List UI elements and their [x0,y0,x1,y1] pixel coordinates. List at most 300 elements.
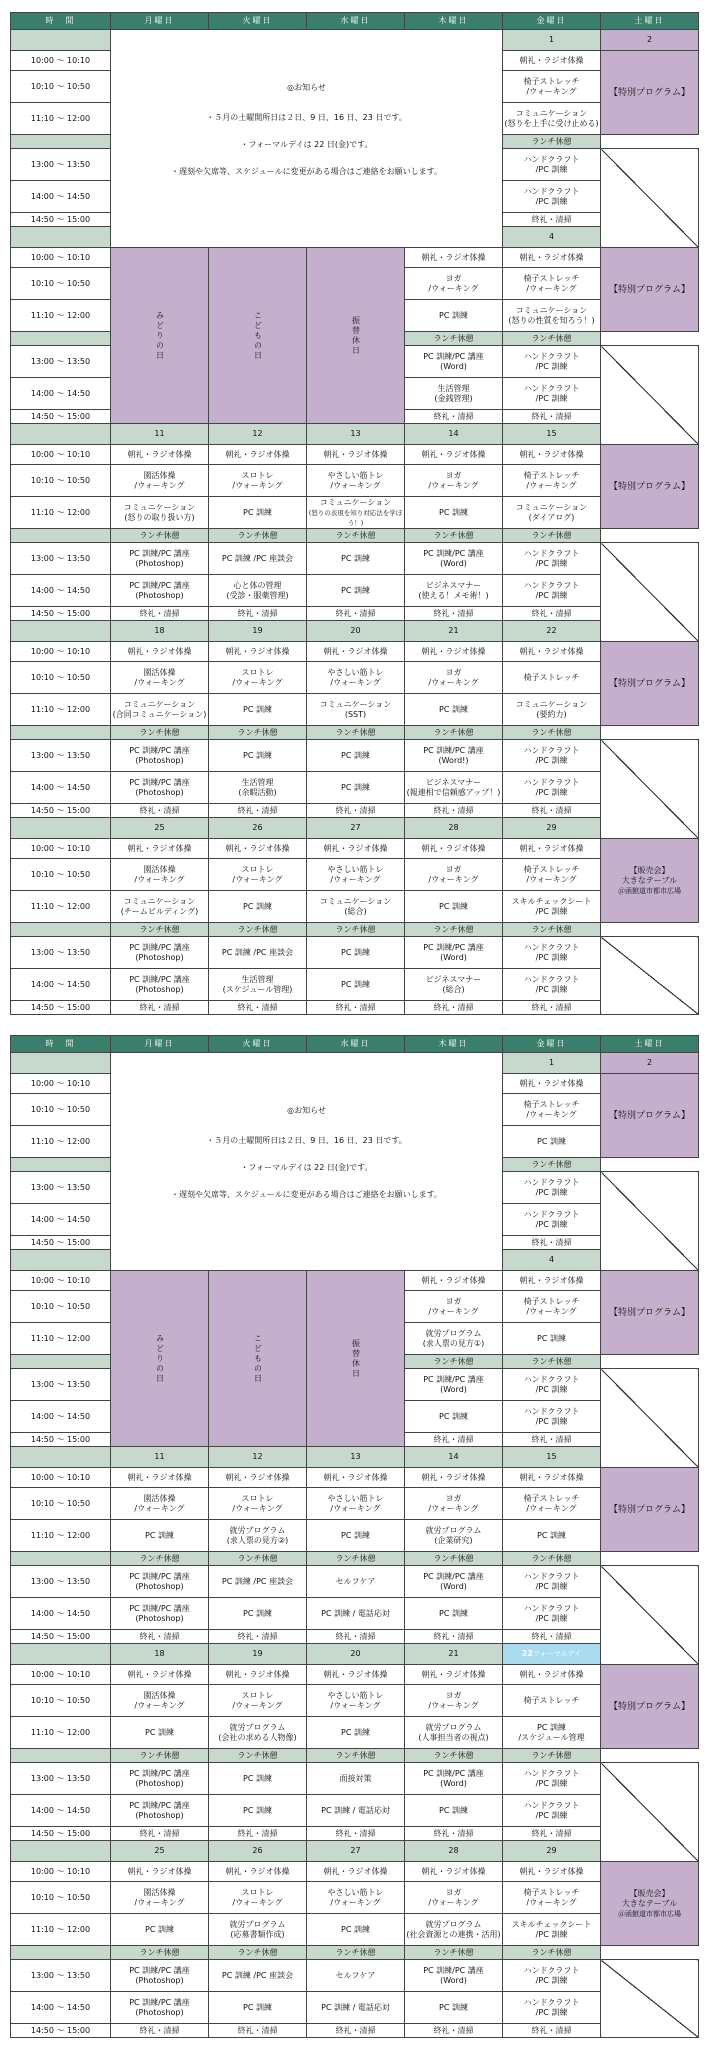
lunch-cell: ランチ休憩 [405,1552,503,1566]
cell-line: PC 訓練 [341,1924,370,1934]
day-cell [503,969,601,1001]
cell-line: PC 訓練 [243,901,272,911]
cell-line: 就労プログラム [425,1722,482,1732]
day-cell [111,1468,209,1488]
day-cell [111,575,209,607]
cell-line: PC 訓練/PC 講座 [423,351,484,361]
cell-line: 終礼・清掃 [237,805,278,815]
day-cell [111,804,209,818]
lunch-cell: ランチ休憩 [405,923,503,937]
lunch-cell: ランチ休憩 [503,1749,601,1763]
cell-line: (怒りの取り扱い方) [124,512,195,522]
cell-line: PC 訓練 [537,1530,566,1540]
cell-line: 終礼・清掃 [335,608,376,618]
day-cell [307,465,405,497]
cell-line: /ウォーキング [232,480,283,490]
cell-line: /PC 訓練 [535,1219,568,1229]
time-cell: 14:00 ～ 14:50 [11,772,111,804]
day-cell [405,1598,503,1630]
cell-line: 園活体操 [143,864,176,874]
cell-line: (総合) [344,906,367,916]
notice-box [111,1053,503,1271]
cell-line: PC 訓練 [439,901,468,911]
lunch-cell: ランチ休憩 [307,726,405,740]
day-cell [307,1914,405,1946]
cell-line: ハンドクラフト [523,1800,580,1810]
cell-line: PC 訓練 [341,1530,370,1540]
cell-line: /ウォーキング [526,1109,577,1119]
cell-line: ヨガ [445,1887,462,1897]
time-blank [11,1355,111,1369]
day-cell [503,1992,601,2024]
holiday-cell [209,248,307,424]
cell-line: /PC 訓練 [535,361,568,371]
cell-line: ハンドクラフト [523,580,580,590]
cell-line: 終礼・清掃 [531,1828,572,1838]
cell-line: 終礼・清掃 [335,805,376,815]
cell-line: コミュニケーション [319,497,392,507]
friday-cell [503,1433,601,1447]
header-2: 火曜日 [209,13,307,30]
time-cell: 14:50 ～ 15:00 [11,1433,111,1447]
cell-line: ハンドクラフト [523,777,580,787]
cell-line: /PC 訓練 [535,984,568,994]
cell-line: /ウォーキング [232,874,283,884]
cell-line: ヨガ [445,1296,462,1306]
cell-line: /ウォーキング [526,480,577,490]
cell-line: 終礼・清掃 [531,1434,572,1444]
cell-line: コミュニケーション [515,502,588,512]
holiday-label: みどりの日 [155,1333,165,1384]
time-cell: 11:10 ～ 12:00 [11,300,111,332]
day-cell [307,1566,405,1598]
day-cell [209,1665,307,1685]
time-cell: 10:00 ～ 10:10 [11,1074,111,1094]
lunch-cell: ランチ休憩 [209,726,307,740]
cell-line: 終礼・清掃 [433,411,474,421]
time-cell: 11:10 ～ 12:00 [11,1914,111,1946]
cell-line: PC 訓練 / 電話応対 [321,1608,390,1618]
cell-line: ヨガ [445,1493,462,1503]
cell-line: ヨガ [445,273,462,283]
cell-line: /ウォーキング [134,677,185,687]
time-cell: 10:00 ～ 10:10 [11,1862,111,1882]
day-cell [307,1795,405,1827]
day-number: 26 [209,1841,307,1862]
day-cell [209,2024,307,2038]
day-cell [209,804,307,818]
cell-line: 朝礼・ラジオ体操 [225,843,290,853]
cell-line: PC 訓練/PC 講座 [129,1768,190,1778]
cell-line: (Word) [440,952,467,962]
cell-line: 終礼・清掃 [531,1631,572,1641]
cell-line: PC 訓練 [439,1805,468,1815]
cell-line: PC 訓練 [243,1608,272,1618]
cell-line: スロトレ [241,1493,274,1503]
time-cell: 10:10 ～ 10:50 [11,1488,111,1520]
day-cell [503,772,601,804]
cell-line: 朝礼・ラジオ体操 [421,1472,486,1482]
closed-cell [601,1369,699,1468]
day-cell [405,839,503,859]
day-cell [111,642,209,662]
time-blank [11,30,111,51]
day-cell [111,839,209,859]
holiday-label: 振替休日 [351,315,361,356]
cell-line: (総合) [442,984,465,994]
day-number: 12 [209,424,307,445]
day-cell [405,1763,503,1795]
friday-cell [503,103,601,135]
cell-line: 朝礼・ラジオ体操 [225,1669,290,1679]
cell-line: 朝礼・ラジオ体操 [519,1472,584,1482]
day-cell [209,607,307,621]
cell-line: 朝礼・ラジオ体操 [127,646,192,656]
time-blank [11,332,111,346]
day-number: 19 [209,621,307,642]
day-cell [111,662,209,694]
time-blank [11,424,111,445]
day-cell [405,1630,503,1644]
cell-line: 朝礼・ラジオ体操 [421,843,486,853]
time-cell: 10:10 ～ 10:50 [11,1291,111,1323]
cell-line: /ウォーキング [526,86,577,96]
cell-line: PC 訓練 /PC 座談会 [221,1970,294,1980]
friday-cell [503,1369,601,1401]
holiday-cell [209,1271,307,1447]
time-cell: 14:00 ～ 14:50 [11,181,111,213]
cell-line: (受診・服薬管理) [226,590,289,600]
cell-line: (報連相で信頼感アップ！) [406,787,501,797]
friday-cell [503,248,601,268]
closed-cell [601,1566,699,1665]
cell-line: /PC 訓練 [535,164,568,174]
cell-line: 終礼・清掃 [531,805,572,815]
time-cell: 13:00 ～ 13:50 [11,1566,111,1598]
thursday-cell [405,1401,503,1433]
cell-line: 朝礼・ラジオ体操 [323,646,388,656]
day-cell [111,1630,209,1644]
cell-line: /ウォーキング [330,1897,381,1907]
cell-line: PC 訓練/PC 講座 [129,1965,190,1975]
day-cell [209,694,307,726]
cell-line: ハンドクラフト [523,186,580,196]
day-cell [111,497,209,529]
cell-line: PC 訓練 [439,1608,468,1618]
day-cell [209,1685,307,1717]
cell-line: (Photoshop) [135,558,184,568]
cell-line: PC 訓練 [439,704,468,714]
day-cell [503,740,601,772]
cell-line: (Photoshop) [135,1975,184,1985]
cell-line: 生活管理 [241,777,274,787]
notice-line: ・遅刻や欠席等、スケジュールに変更がある場合はご連絡をお願いします。 [171,1190,442,1199]
cell-line: スロトレ [241,1690,274,1700]
cell-line: (怒りを上手に受け止める) [504,118,599,128]
cell-line: 就労プログラム [229,1722,286,1732]
cell-line: ハンドクラフト [523,548,580,558]
day-cell [209,575,307,607]
cell-line: /スケジュール管理 [518,1732,585,1742]
day-cell [307,662,405,694]
day-cell [405,1468,503,1488]
day-cell [307,1862,405,1882]
cell-line: (スケジュール管理) [222,984,293,994]
time-cell: 14:00 ～ 14:50 [11,378,111,410]
day-cell [307,575,405,607]
cell-line: PC 訓練 [243,1773,272,1783]
cell-line: PC 訓練/PC 講座 [129,942,190,952]
day-cell [209,1827,307,1841]
thursday-cell [405,1433,503,1447]
friday-cell [503,1323,601,1355]
cell-line: ハンドクラフト [523,1571,580,1581]
day-cell [503,1827,601,1841]
time-blank [11,1158,111,1172]
lunch-cell: ランチ休憩 [307,1946,405,1960]
lunch-cell: ランチ休憩 [111,923,209,937]
day-cell [503,465,601,497]
lunch-cell: ランチ休憩 [307,923,405,937]
cell-line: PC 訓練 [341,750,370,760]
day-cell [209,740,307,772]
cell-line: ハンドクラフト [523,383,580,393]
cell-line: 終礼・清掃 [531,1237,572,1247]
time-cell: 11:10 ～ 12:00 [11,1520,111,1552]
time-cell: 14:00 ～ 14:50 [11,1401,111,1433]
cell-line: PC 訓練 [439,2002,468,2012]
day-cell [209,891,307,923]
cell-line: 朝礼・ラジオ体操 [225,646,290,656]
lunch-cell: ランチ休憩 [503,332,601,346]
cell-line: /ウォーキング [526,874,577,884]
day-cell [111,891,209,923]
cell-line: セルフケア [335,1576,376,1586]
cell-line: /PC 訓練 [535,787,568,797]
cell-line: PC 訓練 [537,1136,566,1146]
time-cell: 10:10 ～ 10:50 [11,71,111,103]
time-cell: 10:10 ～ 10:50 [11,465,111,497]
cell-line: (余暇活動) [238,787,277,797]
day-cell [209,642,307,662]
notice-title: ◎お知らせ [287,83,326,92]
cell-line: ハンドクラフト [523,942,580,952]
cell-line: ビジネスマナー [425,777,482,787]
day-cell [209,1914,307,1946]
day-cell [307,1717,405,1749]
cell-line: PC 訓練/PC 講座 [423,548,484,558]
day-cell [405,1685,503,1717]
day-cell [405,543,503,575]
cell-line: /ウォーキング [134,1503,185,1513]
holiday-label: こどもの日 [253,310,263,361]
cell-line: (Photoshop) [135,984,184,994]
header-1: 月曜日 [111,1036,209,1053]
day-cell [307,839,405,859]
time-cell: 14:50 ～ 15:00 [11,1001,111,1015]
day-cell [209,445,307,465]
cell-line: /ウォーキング [428,283,479,293]
time-blank [11,135,111,149]
cell-line: 椅子ストレッチ [523,1296,580,1306]
cell-line: /ウォーキング [134,1897,185,1907]
cell-line: /PC 訓練 [535,196,568,206]
day-cell [307,740,405,772]
cell-line: 終礼・清掃 [531,411,572,421]
day-cell [405,1566,503,1598]
time-cell: 14:50 ～ 15:00 [11,410,111,424]
day-cell [209,1882,307,1914]
cell-line: 生活管理 [241,974,274,984]
day-cell [209,1001,307,1015]
cell-line: (Word) [440,1581,467,1591]
schedule-table [10,1035,699,2038]
thursday-cell [405,1369,503,1401]
cell-line: 生活管理 [437,383,470,393]
day-cell [209,937,307,969]
time-cell: 10:00 ～ 10:10 [11,445,111,465]
day-number: 27 [307,818,405,839]
time-cell: 11:10 ～ 12:00 [11,1717,111,1749]
day-cell [307,804,405,818]
lunch-cell: ランチ休憩 [503,135,601,149]
day-cell [405,1882,503,1914]
sale-line: ＠函館道市都市広場 [618,1909,681,1918]
time-cell: 10:00 ～ 10:10 [11,1665,111,1685]
friday-cell [503,149,601,181]
cell-line: 終礼・清掃 [433,1002,474,1012]
lunch-cell: ランチ休憩 [503,923,601,937]
day-cell [209,1488,307,1520]
cell-line: /PC 訓練 [535,1810,568,1820]
time-blank [11,1552,111,1566]
day-cell [209,1566,307,1598]
day-number: 15 [503,1447,601,1468]
lunch-cell: ランチ休憩 [503,529,601,543]
day-cell [405,1960,503,1992]
cell-line: 終礼・清掃 [433,608,474,618]
time-cell: 14:00 ～ 14:50 [11,575,111,607]
thursday-cell [405,300,503,332]
cell-line: /PC 訓練 [535,1187,568,1197]
cell-line: 朝礼・ラジオ体操 [519,1866,584,1876]
cell-line: PC 訓練/PC 講座 [423,942,484,952]
day-cell [405,465,503,497]
time-cell: 10:10 ～ 10:50 [11,859,111,891]
notice-line: ・フォーマルデイは 22 日(金)です。 [240,1163,373,1172]
cell-line: 就労プログラム [229,1919,286,1929]
time-cell: 11:10 ～ 12:00 [11,1323,111,1355]
day-cell [111,1827,209,1841]
day-number: 13 [307,424,405,445]
cell-line: 終礼・清掃 [433,805,474,815]
time-cell: 10:00 ～ 10:10 [11,51,111,71]
lunch-cell: ランチ休憩 [503,1355,601,1369]
cell-line: (使える！メモ術！) [418,590,489,600]
day-number: 29 [503,818,601,839]
cell-line: PC 訓練/PC 講座 [129,777,190,787]
day-cell [405,969,503,1001]
day-cell [405,859,503,891]
time-blank [11,1250,111,1271]
cell-line: PC 訓練 /PC 座談会 [221,1576,294,1586]
cell-line: (怒りの性質を知ろう！) [508,315,595,325]
time-cell: 13:00 ～ 13:50 [11,346,111,378]
lunch-cell: ランチ休憩 [405,529,503,543]
day-number: 12 [209,1447,307,1468]
time-blank [11,1447,111,1468]
day-cell [503,1488,601,1520]
day-cell [307,969,405,1001]
cell-line: 朝礼・ラジオ体操 [519,646,584,656]
cell-line: (Word) [440,1975,467,1985]
friday-cell [503,51,601,71]
cell-line: (Word) [440,361,467,371]
day-cell [307,642,405,662]
cell-line: PC 訓練/PC 講座 [423,1571,484,1581]
closed-cell [601,937,699,1015]
lunch-cell: ランチ休憩 [307,1749,405,1763]
day-cell [503,839,601,859]
cell-line: ヨガ [445,667,462,677]
day-cell [503,1685,601,1717]
cell-line: ハンドクラフト [523,1603,580,1613]
cell-line: 朝礼・ラジオ体操 [519,1669,584,1679]
cell-line: (怒りの表現を知り対応法を学ぼう！) [308,508,403,527]
day-cell [405,694,503,726]
day-cell [111,1914,209,1946]
cell-line: /PC 訓練 [535,558,568,568]
time-cell: 11:10 ～ 12:00 [11,1126,111,1158]
day-cell [307,1598,405,1630]
lunch-cell: ランチ休憩 [111,1552,209,1566]
cell-line: ビジネスマナー [425,580,482,590]
cell-line: 朝礼・ラジオ体操 [323,1866,388,1876]
cell-line: /PC 訓練 [535,590,568,600]
cell-line: PC 訓練 [341,782,370,792]
day-cell [503,543,601,575]
day-cell [111,1488,209,1520]
sale-event [601,1862,699,1946]
lunch-cell: ランチ休憩 [503,1158,601,1172]
day-cell [209,1795,307,1827]
cell-line: 終礼・清掃 [139,2025,180,2035]
lunch-cell: ランチ休憩 [405,1946,503,1960]
lunch-cell: ランチ休憩 [405,1749,503,1763]
cell-line: /ウォーキング [330,677,381,687]
friday-cell [503,346,601,378]
day-cell [405,1795,503,1827]
day-cell [503,859,601,891]
time-cell: 10:10 ～ 10:50 [11,1094,111,1126]
cell-line: コミュニケーション [123,699,196,709]
friday-cell [503,1291,601,1323]
lunch-cell: ランチ休憩 [111,1946,209,1960]
special-program: 【特別プログラム】 [601,1665,699,1749]
cell-line: 終礼・清掃 [433,2025,474,2035]
cell-line: 就労プログラム [229,1525,286,1535]
day-cell [307,1992,405,2024]
cell-line: コミュニケーション [515,305,588,315]
day-cell [307,1665,405,1685]
cell-line: /PC 訓練 [535,1613,568,1623]
time-cell: 14:50 ～ 15:00 [11,1827,111,1841]
friday-cell [503,300,601,332]
header-4: 木曜日 [405,1036,503,1053]
cell-line: 終礼・清掃 [335,1828,376,1838]
time-blank [11,726,111,740]
day-cell [111,1795,209,1827]
